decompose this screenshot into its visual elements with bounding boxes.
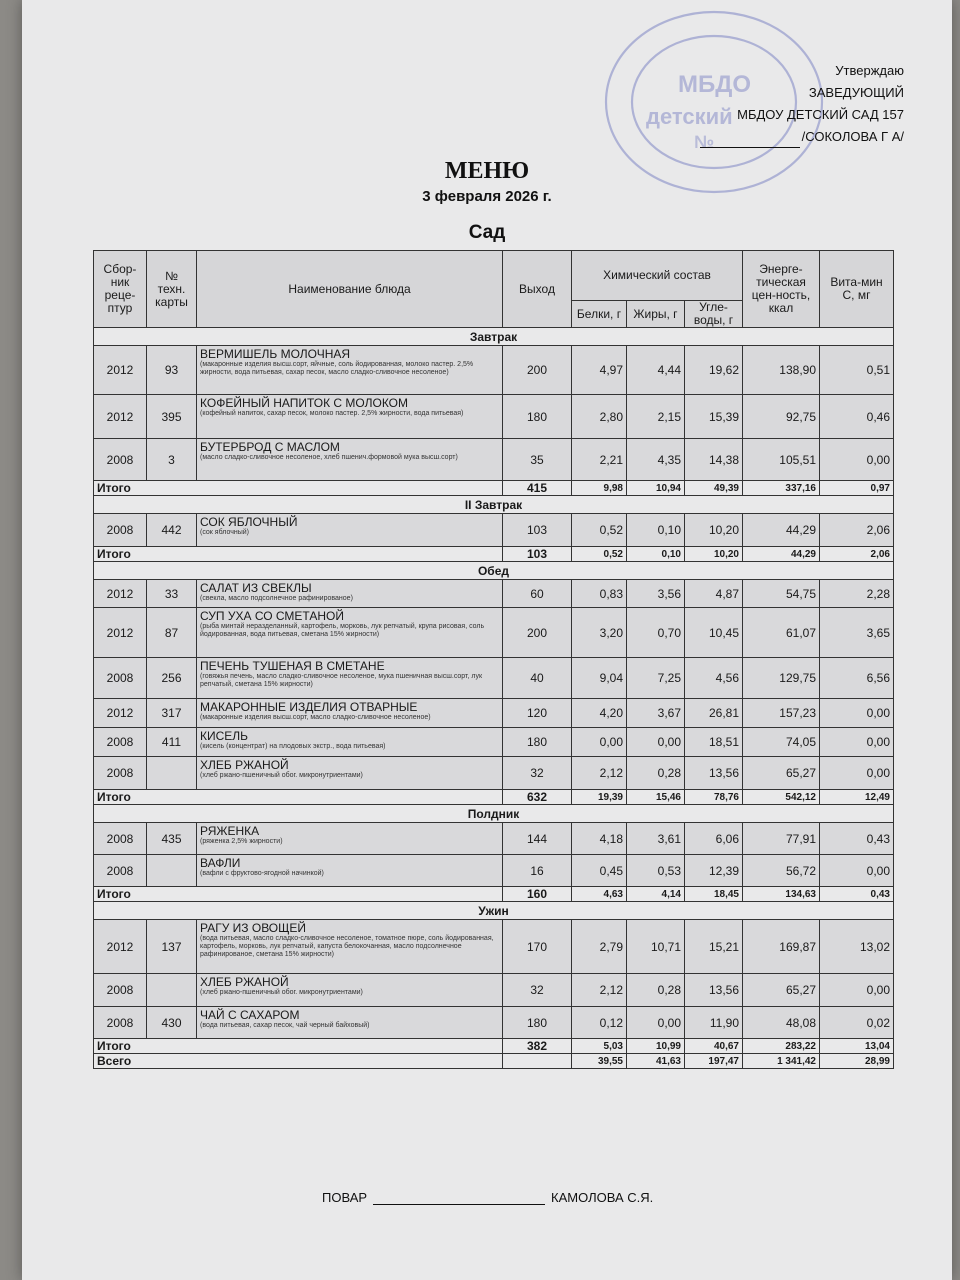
col-dish: Наименование блюда — [197, 251, 503, 328]
document-title: МЕНЮ — [444, 158, 530, 184]
dish-name: БУТЕРБРОД С МАСЛОМ — [200, 440, 340, 454]
section-row — [94, 805, 894, 823]
section-row — [94, 328, 894, 346]
dish-output: 180 — [503, 395, 572, 439]
subtotal-v: 0,97 — [820, 481, 894, 496]
subtotal-f: 10,99 — [627, 1039, 685, 1054]
dish-cell — [197, 823, 503, 855]
subtotal-e: 337,16 — [743, 481, 820, 496]
dish-composition: (рыба минтай неразделанный, картофель, морковь, лук репчатый, крупа рисовая, соль йодированная, вода питьевая, сметана 15% жирности) — [200, 623, 485, 638]
dish-energy: 61,07 — [743, 608, 820, 658]
dish-energy: 65,27 — [743, 757, 820, 790]
subtotal-output: 632 — [503, 790, 572, 805]
recipe-collection: 2012 — [94, 920, 147, 974]
subtotal-row — [94, 790, 894, 805]
dish-protein: 4,20 — [572, 699, 627, 728]
dish-row — [94, 728, 894, 757]
subtotal-label: Итого — [94, 1039, 503, 1054]
dish-fat: 0,28 — [627, 974, 685, 1007]
dish-protein: 0,12 — [572, 1007, 627, 1039]
dish-output: 40 — [503, 658, 572, 699]
dish-output: 32 — [503, 757, 572, 790]
subtotal-row — [94, 481, 894, 496]
dish-carbs: 4,87 — [685, 580, 743, 608]
dish-carbs: 19,62 — [685, 346, 743, 395]
dish-energy: 138,90 — [743, 346, 820, 395]
section-row — [94, 562, 894, 580]
tech-card-number: 87 — [147, 608, 197, 658]
recipe-collection: 2008 — [94, 439, 147, 481]
subtotal-e: 542,12 — [743, 790, 820, 805]
dish-composition: (сок яблочный) — [200, 529, 249, 536]
subtotal-f: 10,94 — [627, 481, 685, 496]
dish-name: ПЕЧЕНЬ ТУШЕНАЯ В СМЕТАНЕ — [200, 659, 385, 673]
document-place: Сад — [468, 222, 506, 243]
dish-protein: 2,12 — [572, 757, 627, 790]
dish-composition: (масло сладко-сливочное несоленое, хлеб пшенич.формовой мука высш.сорт) — [200, 454, 458, 461]
dish-fat: 0,70 — [627, 608, 685, 658]
dish-vitamin: 0,00 — [820, 757, 894, 790]
dish-composition: (кофейный напиток, сахар песок, молоко пастер. 2,5% жирности, вода питьевая) — [200, 410, 464, 417]
col-chem: Химический состав — [572, 251, 743, 301]
dish-vitamin: 0,00 — [820, 699, 894, 728]
dish-output: 60 — [503, 580, 572, 608]
subtotal-row — [94, 1039, 894, 1054]
dish-protein: 0,00 — [572, 728, 627, 757]
dish-energy: 54,75 — [743, 580, 820, 608]
dish-protein: 0,83 — [572, 580, 627, 608]
subtotal-label: Итого — [94, 790, 503, 805]
tech-card-number: 137 — [147, 920, 197, 974]
subtotal-e: 283,22 — [743, 1039, 820, 1054]
grand-total-e: 1 341,42 — [743, 1054, 820, 1069]
dish-name: ХЛЕБ РЖАНОЙ — [200, 975, 289, 989]
menu-body — [94, 328, 894, 1069]
dish-vitamin: 2,06 — [820, 514, 894, 547]
section-title: Полдник — [94, 805, 894, 823]
dish-energy: 56,72 — [743, 855, 820, 887]
dish-carbs: 12,39 — [685, 855, 743, 887]
dish-cell — [197, 608, 503, 658]
dish-carbs: 15,39 — [685, 395, 743, 439]
subtotal-c: 49,39 — [685, 481, 743, 496]
subtotal-v: 0,43 — [820, 887, 894, 902]
dish-output: 144 — [503, 823, 572, 855]
recipe-collection: 2008 — [94, 728, 147, 757]
dish-energy: 65,27 — [743, 974, 820, 1007]
dish-cell — [197, 658, 503, 699]
stamp-text-top: МБДО — [678, 71, 752, 98]
dish-name: ЧАЙ С САХАРОМ — [200, 1008, 300, 1022]
subtotal-output: 160 — [503, 887, 572, 902]
dish-cell — [197, 855, 503, 887]
dish-energy: 48,08 — [743, 1007, 820, 1039]
dish-carbs: 13,56 — [685, 757, 743, 790]
col-energy: Энерге-тическая цен-ность, ккал — [743, 251, 820, 328]
dish-protein: 2,12 — [572, 974, 627, 1007]
dish-vitamin: 0,00 — [820, 855, 894, 887]
dish-vitamin: 0,00 — [820, 974, 894, 1007]
dish-output: 200 — [503, 346, 572, 395]
tech-card-number: 435 — [147, 823, 197, 855]
grand-total-label: Всего — [94, 1054, 503, 1069]
dish-cell — [197, 346, 503, 395]
cook-signature — [322, 1190, 653, 1205]
tech-card-number: 442 — [147, 514, 197, 547]
dish-protein: 0,52 — [572, 514, 627, 547]
subtotal-e: 134,63 — [743, 887, 820, 902]
tech-card-number: 395 — [147, 395, 197, 439]
dish-output: 103 — [503, 514, 572, 547]
dish-fat: 4,35 — [627, 439, 685, 481]
subtotal-row — [94, 547, 894, 562]
subtotal-label: Итого — [94, 547, 503, 562]
grand-total-c: 197,47 — [685, 1054, 743, 1069]
recipe-collection: 2012 — [94, 395, 147, 439]
subtotal-label: Итого — [94, 887, 503, 902]
dish-output: 170 — [503, 920, 572, 974]
dish-vitamin: 0,51 — [820, 346, 894, 395]
dish-name: ВАФЛИ — [200, 856, 241, 870]
dish-energy: 105,51 — [743, 439, 820, 481]
cook-name: КАМОЛОВА С.Я. — [551, 1190, 654, 1205]
dish-composition: (вода питьевая, сахар песок, чай черный байховый) — [200, 1022, 370, 1029]
col-collection: Сбор-ник реце-птур — [94, 251, 147, 328]
dish-energy: 169,87 — [743, 920, 820, 974]
section-title: Обед — [94, 562, 894, 580]
dish-row — [94, 920, 894, 974]
recipe-collection: 2012 — [94, 580, 147, 608]
subtotal-f: 4,14 — [627, 887, 685, 902]
approval-line-4 — [700, 126, 904, 148]
recipe-collection: 2008 — [94, 974, 147, 1007]
tech-card-number: 3 — [147, 439, 197, 481]
tech-card-number: 256 — [147, 658, 197, 699]
dish-carbs: 10,45 — [685, 608, 743, 658]
dish-carbs: 13,56 — [685, 974, 743, 1007]
approval-line-3: МБДОУ ДЕТСКИЙ САД 157 — [737, 107, 904, 122]
grand-total-f: 41,63 — [627, 1054, 685, 1069]
subtotal-v: 13,04 — [820, 1039, 894, 1054]
dish-vitamin: 0,43 — [820, 823, 894, 855]
dish-row — [94, 514, 894, 547]
grand-total-output — [503, 1054, 572, 1069]
dish-row — [94, 439, 894, 481]
cook-signature-line — [373, 1192, 545, 1205]
dish-row — [94, 580, 894, 608]
signature-line — [700, 134, 800, 148]
dish-fat: 0,10 — [627, 514, 685, 547]
recipe-collection: 2008 — [94, 514, 147, 547]
dish-carbs: 4,56 — [685, 658, 743, 699]
subtotal-c: 40,67 — [685, 1039, 743, 1054]
dish-fat: 7,25 — [627, 658, 685, 699]
tech-card-number: 411 — [147, 728, 197, 757]
dish-output: 200 — [503, 608, 572, 658]
dish-output: 32 — [503, 974, 572, 1007]
dish-fat: 0,00 — [627, 728, 685, 757]
dish-cell — [197, 439, 503, 481]
subtotal-p: 0,52 — [572, 547, 627, 562]
dish-row — [94, 395, 894, 439]
subtotal-output: 415 — [503, 481, 572, 496]
stamp-text-mid: детский — [646, 104, 733, 129]
subtotal-c: 78,76 — [685, 790, 743, 805]
dish-vitamin: 0,46 — [820, 395, 894, 439]
section-row — [94, 496, 894, 514]
dish-carbs: 18,51 — [685, 728, 743, 757]
tech-card-number — [147, 757, 197, 790]
approval-name: /СОКОЛОВА Г А/ — [801, 129, 904, 144]
dish-fat: 4,44 — [627, 346, 685, 395]
col-fat: Жиры, г — [627, 301, 685, 328]
dish-row — [94, 346, 894, 395]
menu-document — [22, 0, 952, 1280]
dish-composition: (макаронные изделия высш.сорт, масло сладко-сливочное несоленое) — [200, 714, 431, 721]
subtotal-f: 15,46 — [627, 790, 685, 805]
subtotal-v: 2,06 — [820, 547, 894, 562]
dish-fat: 10,71 — [627, 920, 685, 974]
tech-card-number: 317 — [147, 699, 197, 728]
subtotal-output: 103 — [503, 547, 572, 562]
dish-output: 180 — [503, 1007, 572, 1039]
dish-composition: (свекла, масло подсолнечное рафинированое) — [200, 595, 353, 602]
grand-total-v: 28,99 — [820, 1054, 894, 1069]
dish-cell — [197, 728, 503, 757]
col-carbs: Угле-воды, г — [685, 301, 743, 328]
recipe-collection: 2012 — [94, 608, 147, 658]
dish-cell — [197, 580, 503, 608]
dish-cell — [197, 699, 503, 728]
dish-row — [94, 823, 894, 855]
grand-total-row — [94, 1054, 894, 1069]
subtotal-p: 9,98 — [572, 481, 627, 496]
dish-name: КИСЕЛЬ — [200, 729, 249, 743]
dish-carbs: 26,81 — [685, 699, 743, 728]
dish-vitamin: 0,00 — [820, 728, 894, 757]
dish-protein: 0,45 — [572, 855, 627, 887]
dish-name: МАКАРОННЫЕ ИЗДЕЛИЯ ОТВАРНЫЕ — [200, 700, 418, 714]
dish-protein: 3,20 — [572, 608, 627, 658]
dish-vitamin: 0,02 — [820, 1007, 894, 1039]
menu-table — [93, 250, 894, 1069]
dish-row — [94, 974, 894, 1007]
dish-name: КОФЕЙНЫЙ НАПИТОК С МОЛОКОМ — [200, 396, 409, 410]
dish-fat: 0,28 — [627, 757, 685, 790]
tech-card-number: 93 — [147, 346, 197, 395]
dish-output: 180 — [503, 728, 572, 757]
subtotal-v: 12,49 — [820, 790, 894, 805]
dish-energy: 157,23 — [743, 699, 820, 728]
dish-protein: 4,97 — [572, 346, 627, 395]
subtotal-label: Итого — [94, 481, 503, 496]
dish-name: РАГУ ИЗ ОВОЩЕЙ — [200, 921, 307, 935]
dish-name: САЛАТ ИЗ СВЕКЛЫ — [200, 581, 312, 595]
dish-output: 120 — [503, 699, 572, 728]
dish-protein: 2,21 — [572, 439, 627, 481]
dish-protein: 4,18 — [572, 823, 627, 855]
dish-composition: (хлеб ржано-пшеничный обог. микронутриентами) — [200, 989, 363, 996]
dish-vitamin: 6,56 — [820, 658, 894, 699]
dish-name: ВЕРМИШЕЛЬ МОЛОЧНАЯ — [200, 347, 351, 361]
col-protein: Белки, г — [572, 301, 627, 328]
subtotal-c: 10,20 — [685, 547, 743, 562]
tech-card-number — [147, 855, 197, 887]
dish-row — [94, 855, 894, 887]
dish-composition: (говяжья печень, масло сладко-сливочное несоленое, мука пшеничная высш.сорт, лук репчатый, сметана 15% жирности) — [200, 673, 483, 688]
dish-name: СОК ЯБЛОЧНЫЙ — [200, 515, 298, 529]
dish-fat: 3,61 — [627, 823, 685, 855]
dish-vitamin: 2,28 — [820, 580, 894, 608]
dish-name: СУП УХА СО СМЕТАНОЙ — [200, 609, 344, 623]
dish-energy: 92,75 — [743, 395, 820, 439]
document-date: 3 февраля 2026 г. — [422, 188, 552, 205]
dish-output: 35 — [503, 439, 572, 481]
dish-name: ХЛЕБ РЖАНОЙ — [200, 758, 289, 772]
dish-name: РЯЖЕНКА — [200, 824, 260, 838]
subtotal-f: 0,10 — [627, 547, 685, 562]
dish-output: 16 — [503, 855, 572, 887]
subtotal-e: 44,29 — [743, 547, 820, 562]
dish-composition: (кисель (концентрат) на плодовых экстр., вода питьевая) — [200, 743, 386, 750]
recipe-collection: 2008 — [94, 658, 147, 699]
subtotal-output: 382 — [503, 1039, 572, 1054]
dish-cell — [197, 974, 503, 1007]
col-output: Выход — [503, 251, 572, 328]
dish-cell — [197, 757, 503, 790]
tech-card-number — [147, 974, 197, 1007]
dish-cell — [197, 395, 503, 439]
dish-vitamin: 0,00 — [820, 439, 894, 481]
tech-card-number: 33 — [147, 580, 197, 608]
dish-energy: 129,75 — [743, 658, 820, 699]
dish-composition: (вафли с фруктово-ягодной начинкой) — [200, 870, 324, 877]
dish-fat: 2,15 — [627, 395, 685, 439]
dish-composition: (хлеб ржано-пшеничный обог. микронутриентами) — [200, 772, 363, 779]
subtotal-p: 5,03 — [572, 1039, 627, 1054]
tech-card-number: 430 — [147, 1007, 197, 1039]
dish-energy: 77,91 — [743, 823, 820, 855]
section-row — [94, 902, 894, 920]
dish-protein: 2,80 — [572, 395, 627, 439]
recipe-collection: 2012 — [94, 699, 147, 728]
dish-row — [94, 757, 894, 790]
recipe-collection: 2008 — [94, 757, 147, 790]
dish-row — [94, 699, 894, 728]
dish-carbs: 10,20 — [685, 514, 743, 547]
recipe-collection: 2008 — [94, 855, 147, 887]
col-vitamin: Вита-мин С, мг — [820, 251, 894, 328]
subtotal-row — [94, 887, 894, 902]
stamp-text-num: № — [694, 132, 715, 152]
dish-cell — [197, 920, 503, 974]
dish-carbs: 14,38 — [685, 439, 743, 481]
section-title: Завтрак — [94, 328, 894, 346]
dish-composition: (макаронные изделия высш.сорт, яйчные, соль йодированная, молоко пастер. 2,5% жирности, вода питьевая, сахар песок, масло сладко-сливочное несоленое) — [200, 361, 474, 376]
dish-composition: (ряженка 2,5% жирности) — [200, 838, 283, 845]
dish-protein: 2,79 — [572, 920, 627, 974]
dish-vitamin: 13,02 — [820, 920, 894, 974]
dish-carbs: 15,21 — [685, 920, 743, 974]
dish-fat: 3,67 — [627, 699, 685, 728]
dish-energy: 74,05 — [743, 728, 820, 757]
dish-fat: 3,56 — [627, 580, 685, 608]
grand-total-p: 39,55 — [572, 1054, 627, 1069]
dish-fat: 0,00 — [627, 1007, 685, 1039]
dish-cell — [197, 1007, 503, 1039]
dish-cell — [197, 514, 503, 547]
dish-composition: (вода питьевая, масло сладко-сливочное несоленое, томатное пюре, соль йодированная, картофель, морковь, лук репчатый, капуста белокочанная, масло подсолнечное рафинированое, сметана 15% жирности) — [200, 935, 494, 958]
col-card: № техн. карты — [147, 251, 197, 328]
dish-energy: 44,29 — [743, 514, 820, 547]
dish-fat: 0,53 — [627, 855, 685, 887]
dish-row — [94, 658, 894, 699]
recipe-collection: 2008 — [94, 1007, 147, 1039]
subtotal-p: 19,39 — [572, 790, 627, 805]
recipe-collection: 2008 — [94, 823, 147, 855]
dish-vitamin: 3,65 — [820, 608, 894, 658]
subtotal-c: 18,45 — [685, 887, 743, 902]
approval-line-1: Утверждаю — [835, 63, 904, 78]
section-title: II Завтрак — [94, 496, 894, 514]
dish-carbs: 6,06 — [685, 823, 743, 855]
subtotal-p: 4,63 — [572, 887, 627, 902]
dish-row — [94, 1007, 894, 1039]
approval-line-2: ЗАВЕДУЮЩИЙ — [808, 85, 904, 100]
dish-carbs: 11,90 — [685, 1007, 743, 1039]
approval-block — [700, 60, 904, 148]
cook-role: ПОВАР — [322, 1190, 368, 1205]
section-title: Ужин — [94, 902, 894, 920]
recipe-collection: 2012 — [94, 346, 147, 395]
dish-row — [94, 608, 894, 658]
dish-protein: 9,04 — [572, 658, 627, 699]
